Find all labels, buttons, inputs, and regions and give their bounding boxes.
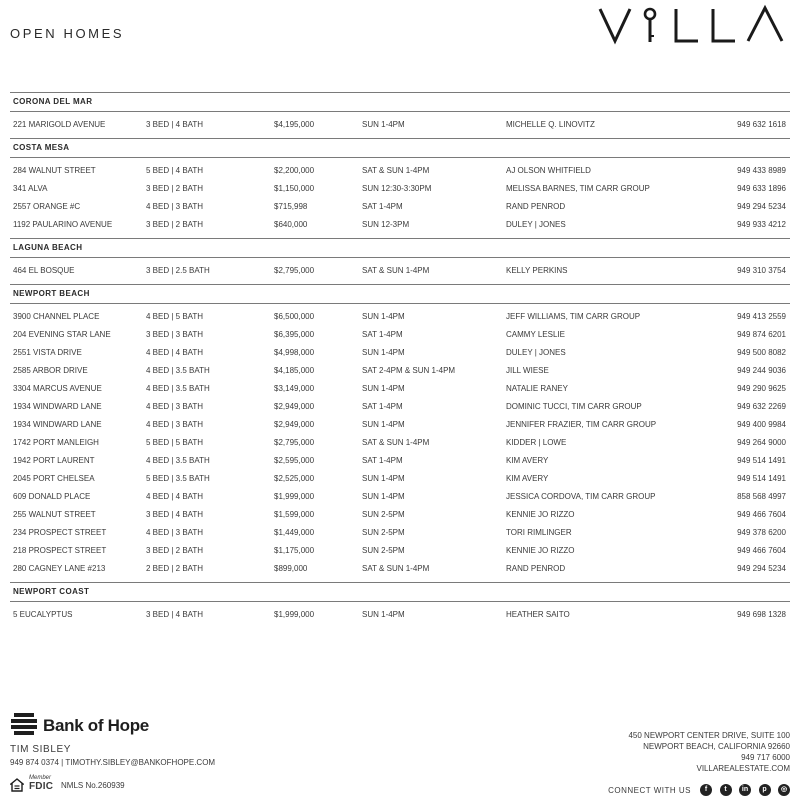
listing-phone: 858 568 4997 — [737, 492, 786, 501]
listing-agent: MICHELLE Q. LINOVITZ — [506, 120, 595, 129]
listing-price: $1,999,000 — [274, 492, 315, 501]
listing-open-time: SUN 2-5PM — [362, 546, 405, 555]
listing-row — [10, 216, 790, 234]
sponsor-block — [10, 712, 310, 793]
listing-agent: DULEY | JONES — [506, 220, 566, 229]
listing-beds-baths: 3 BED | 2 BATH — [146, 220, 204, 229]
instagram-icon[interactable]: ◎ — [778, 784, 790, 796]
bank-of-hope-icon — [10, 712, 38, 738]
listing-agent: JESSICA CORDOVA, TIM CARR GROUP — [506, 492, 656, 501]
listing-beds-baths: 3 BED | 4 BATH — [146, 510, 204, 519]
listing-beds-baths: 4 BED | 3.5 BATH — [146, 456, 210, 465]
listing-price: $2,200,000 — [274, 166, 315, 175]
listing-row — [10, 452, 790, 470]
listing-beds-baths: 3 BED | 2 BATH — [146, 184, 204, 193]
listing-phone: 949 433 8989 — [737, 166, 786, 175]
listing-price: $1,599,000 — [274, 510, 315, 519]
listing-beds-baths: 3 BED | 3 BATH — [146, 330, 204, 339]
listing-open-time: SUN 12:30-3:30PM — [362, 184, 432, 193]
listing-row — [10, 308, 790, 326]
listing-row — [10, 542, 790, 560]
listing-address: 280 CAGNEY LANE #213 — [13, 564, 106, 573]
listing-beds-baths: 4 BED | 3 BATH — [146, 202, 204, 211]
listing-row — [10, 344, 790, 362]
listing-open-time: SAT 1-4PM — [362, 330, 403, 339]
nmls-number: NMLS No.260939 — [61, 781, 125, 790]
listing-agent: KENNIE JO RIZZO — [506, 546, 575, 555]
listing-beds-baths: 5 BED | 3.5 BATH — [146, 474, 210, 483]
listing-price: $6,395,000 — [274, 330, 315, 339]
region-heading: NEWPORT BEACH — [10, 284, 790, 304]
listing-address: 255 WALNUT STREET — [13, 510, 96, 519]
listing-price: $715,998 — [274, 202, 308, 211]
listing-price: $1,175,000 — [274, 546, 315, 555]
region-section — [10, 238, 790, 284]
listing-phone: 949 933 4212 — [737, 220, 786, 229]
listing-address: 2551 VISTA DRIVE — [13, 348, 82, 357]
pinterest-icon[interactable]: p — [759, 784, 771, 796]
equal-housing-icon — [10, 778, 24, 792]
office-website[interactable]: VILLAREALESTATE.COM — [696, 764, 790, 773]
villa-logo — [598, 4, 788, 46]
listings-table — [10, 92, 790, 628]
listing-address: 609 DONALD PLACE — [13, 492, 91, 501]
listing-row — [10, 162, 790, 180]
listing-phone: 949 413 2559 — [737, 312, 786, 321]
listing-price: $1,449,000 — [274, 528, 315, 537]
listing-beds-baths: 4 BED | 3 BATH — [146, 420, 204, 429]
listing-agent: CAMMY LESLIE — [506, 330, 565, 339]
region-section — [10, 284, 790, 582]
listing-agent: KIDDER | LOWE — [506, 438, 567, 447]
listing-open-time: SUN 1-4PM — [362, 120, 405, 129]
listing-agent: KENNIE JO RIZZO — [506, 510, 575, 519]
listing-price: $2,795,000 — [274, 438, 315, 447]
listing-agent: DOMINIC TUCCI, TIM CARR GROUP — [506, 402, 642, 411]
connect-label: CONNECT WITH US — [608, 786, 691, 795]
listing-address: 3304 MARCUS AVENUE — [13, 384, 102, 393]
listing-row — [10, 560, 790, 578]
region-section — [10, 138, 790, 238]
region-heading: LAGUNA BEACH — [10, 238, 790, 258]
listing-beds-baths: 4 BED | 3.5 BATH — [146, 366, 210, 375]
listing-agent: KIM AVERY — [506, 456, 549, 465]
listing-address: 2557 ORANGE #C — [13, 202, 81, 211]
office-address-line2: NEWPORT BEACH, CALIFORNIA 92660 — [643, 742, 790, 751]
listing-price: $2,795,000 — [274, 266, 315, 275]
listing-address: 1934 WINDWARD LANE — [13, 420, 102, 429]
listing-price: $4,185,000 — [274, 366, 315, 375]
listing-agent: JEFF WILLIAMS, TIM CARR GROUP — [506, 312, 641, 321]
listing-agent: HEATHER SAITO — [506, 610, 570, 619]
listing-beds-baths: 3 BED | 4 BATH — [146, 120, 204, 129]
sponsor-contact[interactable]: 949 874 0374 | TIMOTHY.SIBLEY@BANKOFHOPE.COM — [10, 758, 216, 767]
listing-price: $4,195,000 — [274, 120, 315, 129]
listing-phone: 949 632 2269 — [737, 402, 786, 411]
listing-open-time: SUN 1-4PM — [362, 384, 405, 393]
linkedin-icon[interactable]: in — [739, 784, 751, 796]
region-section — [10, 92, 790, 138]
listing-address: 5 EUCALYPTUS — [13, 610, 73, 619]
listing-open-time: SAT & SUN 1-4PM — [362, 266, 430, 275]
listing-address: 2585 ARBOR DRIVE — [13, 366, 88, 375]
listing-price: $6,500,000 — [274, 312, 315, 321]
listing-address: 1942 PORT LAURENT — [13, 456, 95, 465]
listing-beds-baths: 4 BED | 3.5 BATH — [146, 384, 210, 393]
twitter-icon[interactable]: t — [720, 784, 732, 796]
listing-price: $2,949,000 — [274, 402, 315, 411]
listing-beds-baths: 3 BED | 2.5 BATH — [146, 266, 210, 275]
listing-beds-baths: 3 BED | 2 BATH — [146, 546, 204, 555]
listing-row — [10, 524, 790, 542]
listing-row — [10, 470, 790, 488]
listing-price: $2,525,000 — [274, 474, 315, 483]
listing-address: 284 WALNUT STREET — [13, 166, 96, 175]
listing-phone: 949 400 9984 — [737, 420, 786, 429]
region-heading: COSTA MESA — [10, 138, 790, 158]
listing-open-time: SAT 2-4PM & SUN 1-4PM — [362, 366, 456, 375]
listing-agent: TORI RIMLINGER — [506, 528, 572, 537]
listing-beds-baths: 4 BED | 4 BATH — [146, 348, 204, 357]
listing-agent: RAND PENROD — [506, 564, 566, 573]
listing-row — [10, 116, 790, 134]
sponsor-name: TIM SIBLEY — [10, 744, 72, 755]
social-links — [490, 784, 790, 798]
listing-open-time: SAT 1-4PM — [362, 456, 403, 465]
listing-open-time: SUN 1-4PM — [362, 312, 405, 321]
listing-price: $4,998,000 — [274, 348, 315, 357]
listing-beds-baths: 2 BED | 2 BATH — [146, 564, 204, 573]
listing-agent: RAND PENROD — [506, 202, 566, 211]
listing-row — [10, 262, 790, 280]
listing-price: $2,595,000 — [274, 456, 315, 465]
listing-open-time: SUN 2-5PM — [362, 510, 405, 519]
listing-address: 1934 WINDWARD LANE — [13, 402, 102, 411]
listing-row — [10, 180, 790, 198]
listing-phone: 949 698 1328 — [737, 610, 786, 619]
listing-beds-baths: 3 BED | 4 BATH — [146, 610, 204, 619]
listing-phone: 949 310 3754 — [737, 266, 786, 275]
listing-address: 204 EVENING STAR LANE — [13, 330, 111, 339]
listing-open-time: SAT 1-4PM — [362, 202, 403, 211]
listing-phone: 949 466 7604 — [737, 546, 786, 555]
listing-phone: 949 290 9625 — [737, 384, 786, 393]
listing-address: 464 EL BOSQUE — [13, 266, 75, 275]
office-block — [490, 730, 790, 798]
listing-row — [10, 326, 790, 344]
facebook-icon[interactable]: f — [700, 784, 712, 796]
listing-beds-baths: 4 BED | 4 BATH — [146, 492, 204, 501]
listing-address: 234 PROSPECT STREET — [13, 528, 107, 537]
listing-price: $3,149,000 — [274, 384, 315, 393]
listing-phone: 949 244 9036 — [737, 366, 786, 375]
listing-open-time: SUN 1-4PM — [362, 492, 405, 501]
listing-agent: NATALIE RANEY — [506, 384, 568, 393]
listing-beds-baths: 4 BED | 3 BATH — [146, 528, 204, 537]
listing-address: 1192 PAULARINO AVENUE — [13, 220, 113, 229]
listing-row — [10, 416, 790, 434]
listing-price: $1,150,000 — [274, 184, 315, 193]
listing-row — [10, 380, 790, 398]
region-heading: CORONA DEL MAR — [10, 92, 790, 112]
listing-open-time: SAT 1-4PM — [362, 402, 403, 411]
region-section — [10, 582, 790, 628]
listing-address: 221 MARIGOLD AVENUE — [13, 120, 106, 129]
listing-row — [10, 488, 790, 506]
listing-address: 1742 PORT MANLEIGH — [13, 438, 99, 447]
listing-agent: KELLY PERKINS — [506, 266, 568, 275]
listing-row — [10, 198, 790, 216]
listing-price: $1,999,000 — [274, 610, 315, 619]
listing-agent: JILL WIESE — [506, 366, 549, 375]
listing-open-time: SUN 1-4PM — [362, 348, 405, 357]
listing-row — [10, 606, 790, 624]
listing-price: $899,000 — [274, 564, 308, 573]
listing-address: 341 ALVA — [13, 184, 48, 193]
listing-row — [10, 434, 790, 452]
listing-phone: 949 264 9000 — [737, 438, 786, 447]
listing-phone: 949 466 7604 — [737, 510, 786, 519]
listing-phone: 949 633 1896 — [737, 184, 786, 193]
listing-open-time: SAT & SUN 1-4PM — [362, 438, 430, 447]
listing-row — [10, 398, 790, 416]
region-heading: NEWPORT COAST — [10, 582, 790, 602]
listing-agent: MELISSA BARNES, TIM CARR GROUP — [506, 184, 650, 193]
listing-agent: AJ OLSON WHITFIELD — [506, 166, 591, 175]
listing-address: 218 PROSPECT STREET — [13, 546, 107, 555]
listing-price: $2,949,000 — [274, 420, 315, 429]
listing-row — [10, 506, 790, 524]
listing-phone: 949 514 1491 — [737, 456, 786, 465]
listing-open-time: SUN 12-3PM — [362, 220, 410, 229]
listing-row — [10, 362, 790, 380]
listing-phone: 949 294 5234 — [737, 564, 786, 573]
listing-open-time: SUN 2-5PM — [362, 528, 405, 537]
page-title: OPEN HOMES — [10, 26, 125, 41]
listing-phone: 949 294 5234 — [737, 202, 786, 211]
listing-agent: JENNIFER FRAZIER, TIM CARR GROUP — [506, 420, 657, 429]
listing-phone: 949 874 6201 — [737, 330, 786, 339]
listing-open-time: SAT & SUN 1-4PM — [362, 166, 430, 175]
fdic-logo: Member FDIC — [29, 775, 54, 792]
listing-open-time: SUN 1-4PM — [362, 420, 405, 429]
listing-beds-baths: 4 BED | 5 BATH — [146, 312, 204, 321]
listing-agent: KIM AVERY — [506, 474, 549, 483]
listing-beds-baths: 4 BED | 3 BATH — [146, 402, 204, 411]
listing-phone: 949 500 8082 — [737, 348, 786, 357]
listing-beds-baths: 5 BED | 5 BATH — [146, 438, 204, 447]
office-phone: 949 717 6000 — [741, 753, 790, 762]
listing-price: $640,000 — [274, 220, 308, 229]
listing-phone: 949 514 1491 — [737, 474, 786, 483]
listing-open-time: SAT & SUN 1-4PM — [362, 564, 430, 573]
listing-open-time: SUN 1-4PM — [362, 474, 405, 483]
listing-phone: 949 632 1618 — [737, 120, 786, 129]
listing-agent: DULEY | JONES — [506, 348, 566, 357]
compliance-row — [10, 777, 310, 793]
bank-name: Bank of Hope — [43, 716, 149, 735]
listing-address: 3900 CHANNEL PLACE — [13, 312, 100, 321]
listing-open-time: SUN 1-4PM — [362, 610, 405, 619]
listing-address: 2045 PORT CHELSEA — [13, 474, 95, 483]
listing-beds-baths: 5 BED | 4 BATH — [146, 166, 204, 175]
office-address-line1: 450 NEWPORT CENTER DRIVE, SUITE 100 — [628, 731, 790, 740]
bank-logo — [10, 712, 310, 738]
listing-phone: 949 378 6200 — [737, 528, 786, 537]
